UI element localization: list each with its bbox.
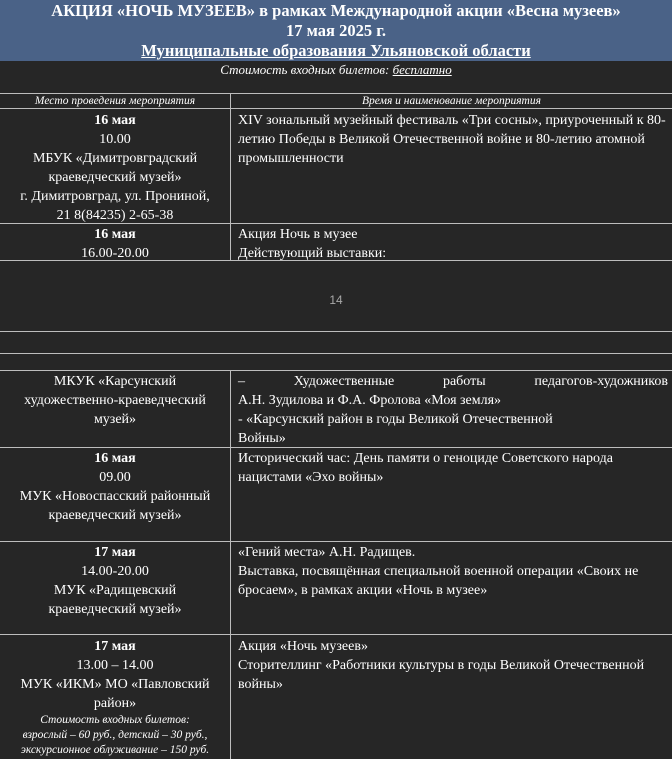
ticket-cost-label: Стоимость входных билетов: (220, 62, 390, 77)
ticket-cost (0, 61, 672, 79)
table-border (0, 331, 672, 332)
table-border (0, 634, 672, 635)
table-row-5-event: «Гений места» А.Н. Радищев. Выставка, посвящённая специальной военной операции «Своих не бросаем», в рамках акции «Ночь в музее» (238, 545, 639, 598)
table-row-6-place: 17 мая 13.00 – 14.00 МУК «ИКМ» МО «Павловский район» Стоимость входных билетов: взрослый – 60 руб., детский – 30 руб., экскурсионное облуживание – 150 руб. (0, 637, 230, 758)
column-header-place: Место проведения мероприятия (34, 95, 196, 107)
date-line: 17 мая 2025 г. (286, 21, 386, 40)
table-row-2-place: 16 мая 16.00-20.00 (81, 227, 149, 261)
page-number: 14 (329, 293, 343, 307)
table-border (0, 108, 672, 109)
table-row-3-place: МКУК «Карсунский художественно-краеведческий музей» (24, 374, 206, 427)
table-row-4-place: 16 мая 09.00 МУК «Новоспасский районный краеведческий музей» (19, 451, 211, 523)
table-row-6-event: Акция «Ночь музеев» Сторителлинг «Работники культуры в годы Великой Отечественной войны» (238, 639, 645, 692)
table-row-1-place: 16 мая 10.00 МБУК «Димитровградский краеведческий музей» г. Димитровград, ул. Прониной, 21 8(84235) 2-65-38 (20, 113, 210, 223)
ticket-cost-value: бесплатно (392, 62, 452, 77)
header-banner (0, 0, 672, 61)
table-row-4-event: Исторический час: День памяти о геноциде Советского народа нацистами «Эхо войны» (238, 451, 613, 485)
table-border (0, 370, 672, 371)
table-row-2-event: Акция Ночь в музее Действующий выставки: (238, 227, 387, 261)
table-border (0, 353, 672, 354)
title-line: АКЦИЯ «НОЧЬ МУЗЕЕВ» в рамках Международной акции «Весна музеев» (51, 1, 621, 20)
table-border (0, 541, 672, 542)
region-line: Муниципальные образования Ульяновской области (141, 41, 531, 60)
ticket-cost-note: Стоимость входных билетов: (40, 714, 190, 726)
table-row-1-event: XIV зональный музейный фестиваль «Три сосны», приуроченный к 80-летию Победы в Великой Отечественной войне и 80-летию атомной промышленности (238, 113, 666, 166)
column-divider (230, 370, 231, 759)
table-row-5-place: 17 мая 14.00-20.00 МУК «Радищевский краеведческий музей» (48, 545, 182, 617)
column-divider (230, 93, 231, 261)
column-header-event: Время и наименование мероприятия (362, 95, 541, 107)
table-row-3-event: – Художественные работы педагогов-художников А.Н. Зудилова и Ф.А. Фролова «Моя земля» - «Карсунский район в годы Великой Отечественной Войны» (238, 374, 668, 446)
